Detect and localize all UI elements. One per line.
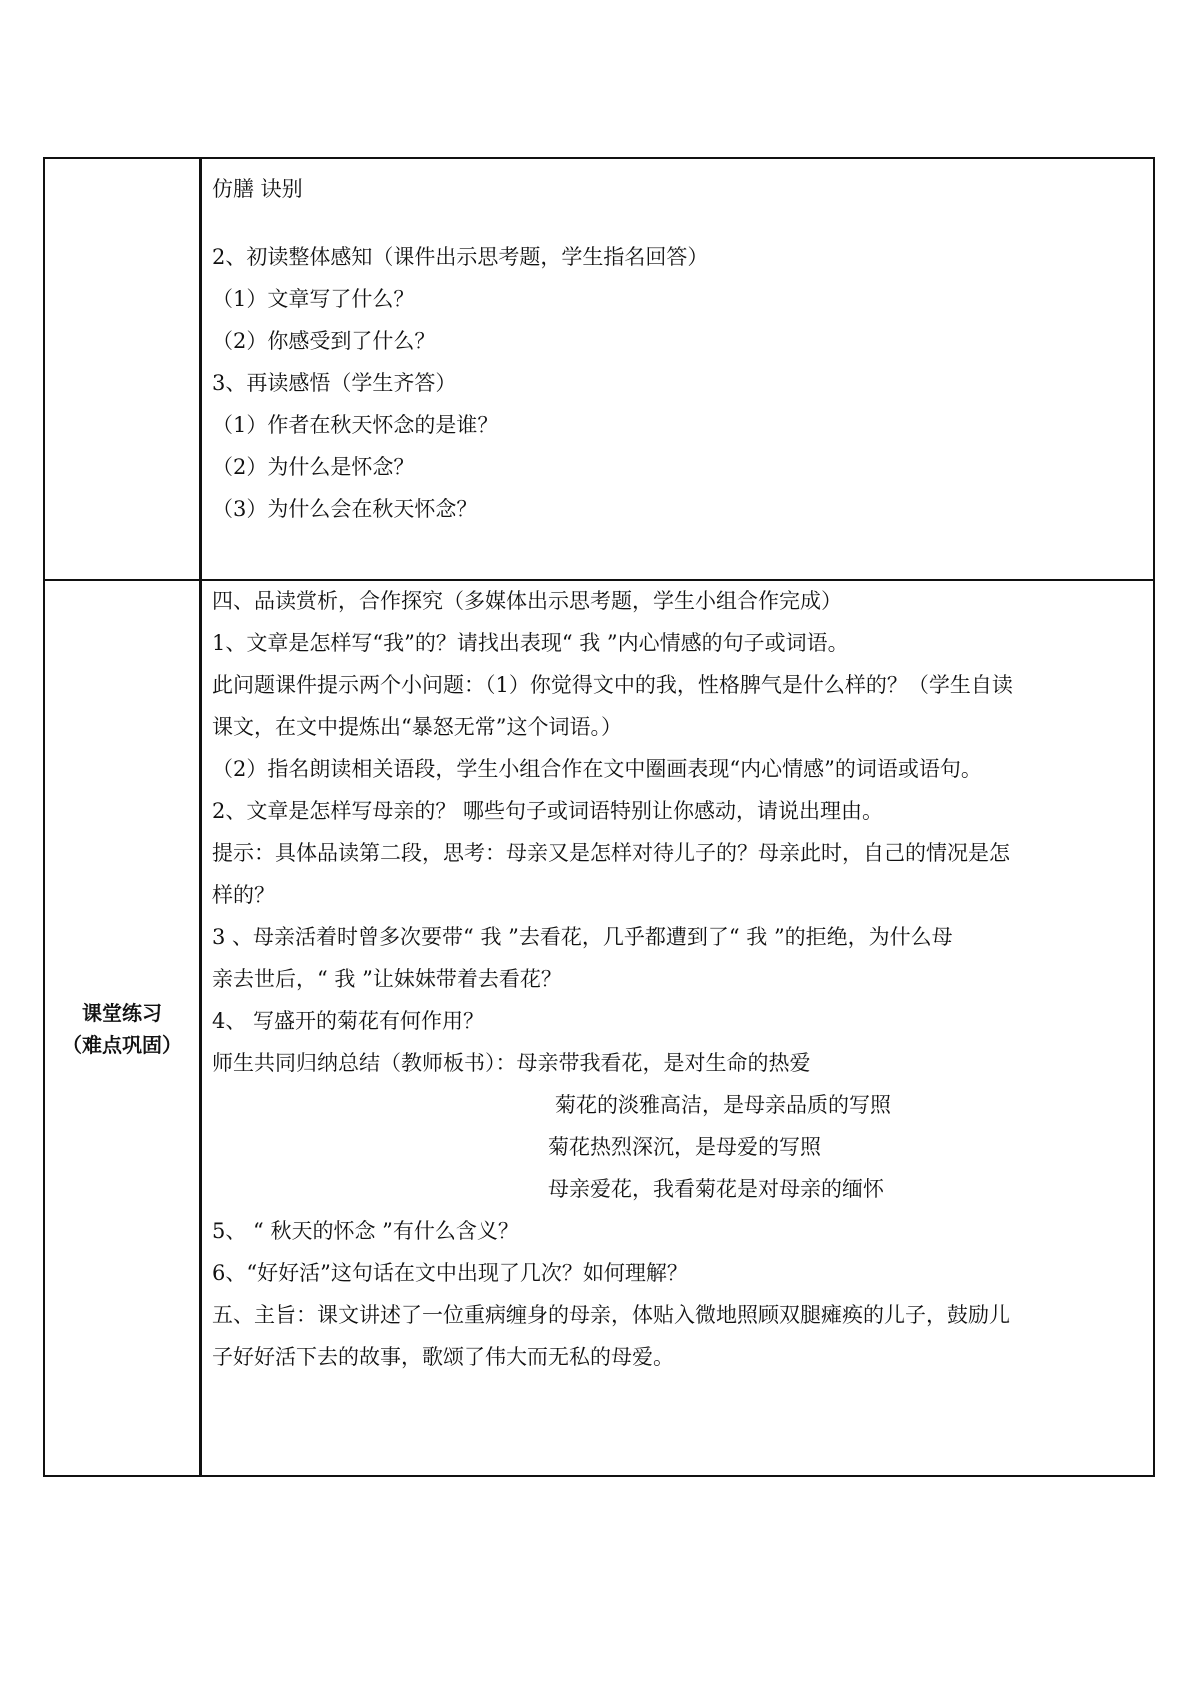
- text-line: 菊花热烈深沉，是母爱的写照: [548, 1135, 821, 1159]
- text-line: 亲去世后，“ 我 ”让妹妹带着去看花？: [212, 967, 562, 991]
- text-line: 4、 写盛开的菊花有何作用？: [212, 1009, 485, 1033]
- text-line: 仿膳 诀别: [212, 177, 303, 201]
- text-line: 菊花的淡雅高洁，是母亲品质的写照: [555, 1093, 891, 1117]
- text-line: 1、文章是怎样写“我”的？请找出表现“ 我 ”内心情感的句子或词语。: [212, 631, 849, 655]
- text-line: 3、再读感悟（学生齐答）: [212, 371, 457, 395]
- lesson-table: [43, 157, 1155, 1477]
- text-line: 5、 “ 秋天的怀念 ”有什么含义？: [212, 1219, 519, 1243]
- text-line: （1）文章写了什么？: [212, 287, 415, 311]
- text-line: 6、“好好活”这句话在文中出现了几次？如何理解？: [212, 1261, 688, 1285]
- text-line: （2）指名朗读相关语段，学生小组合作在文中圈画表现“内心情感”的词语或语句。: [212, 757, 982, 781]
- text-line: 提示：具体品读第二段，思考：母亲又是怎样对待儿子的？母亲此时，自己的情况是怎: [212, 841, 1010, 865]
- row-label-subtitle: （难点巩固）: [62, 1033, 182, 1057]
- text-line: 2、文章是怎样写母亲的？ 哪些句子或词语特别让你感动，请说出理由。: [212, 799, 884, 823]
- text-line: 2、初读整体感知（课件出示思考题，学生指名回答）: [212, 245, 709, 269]
- text-line: 样的？: [212, 883, 275, 907]
- text-line: 此问题课件提示两个小问题：（1）你觉得文中的我，性格脾气是什么样的？（学生自读: [212, 673, 1013, 697]
- text-line: 子好好活下去的故事，歌颂了伟大而无私的母爱。: [212, 1345, 674, 1369]
- text-line: 五、主旨：课文讲述了一位重病缠身的母亲，体贴入微地照顾双腿瘫痪的儿子，鼓励儿: [212, 1303, 1010, 1327]
- text-line: 师生共同归纳总结（教师板书）：母亲带我看花，是对生命的热爱: [212, 1051, 811, 1075]
- text-line: 四、品读赏析，合作探究（多媒体出示思考题，学生小组合作完成）: [212, 589, 842, 613]
- text-line: （2）为什么是怀念？: [212, 455, 415, 479]
- text-line: 3 、母亲活着时曾多次要带“ 我 ”去看花，几乎都遭到了“ 我 ”的拒绝，为什么母: [212, 925, 953, 949]
- text-line: （1）作者在秋天怀念的是谁？: [212, 413, 499, 437]
- row-label: [45, 997, 199, 1061]
- text-line: 母亲爱花，我看菊花是对母亲的缅怀: [548, 1177, 884, 1201]
- row-label-title: 课堂练习: [82, 1001, 162, 1025]
- text-line: （3）为什么会在秋天怀念？: [212, 497, 478, 521]
- column-divider: [199, 159, 202, 1475]
- text-line: 课文，在文中提炼出“暴怒无常”这个词语。）: [212, 715, 622, 739]
- text-line: （2）你感受到了什么？: [212, 329, 436, 353]
- row-divider: [45, 579, 1153, 581]
